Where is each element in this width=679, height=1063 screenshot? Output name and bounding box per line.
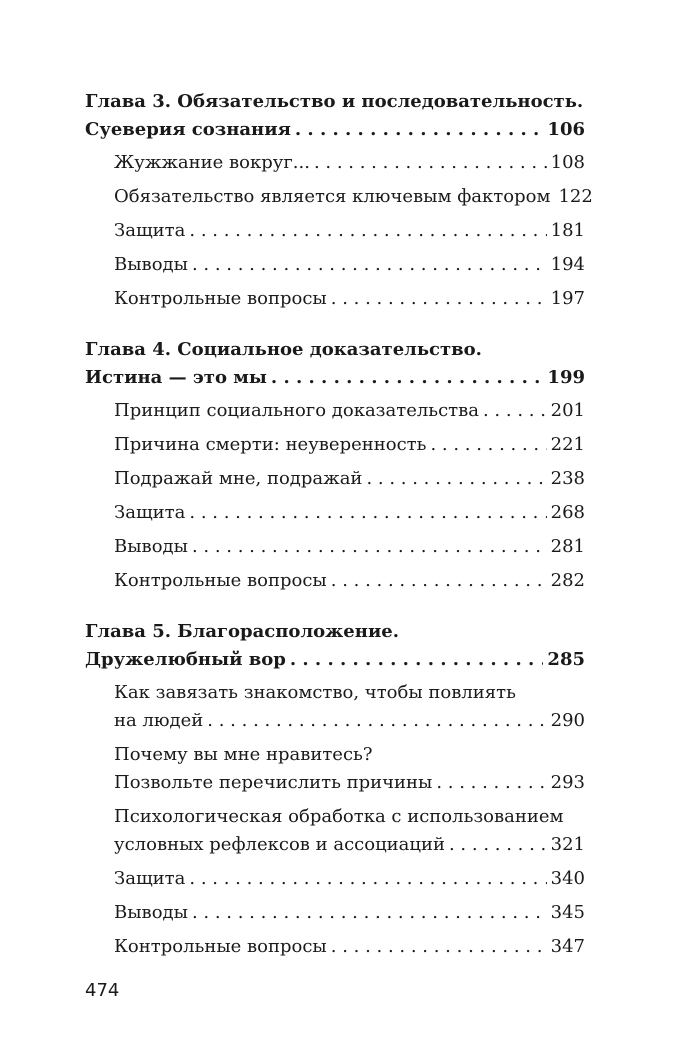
list-item: [114, 533, 585, 561]
list-item: [114, 397, 585, 425]
entry-page: 321: [550, 834, 585, 855]
list-item: [114, 741, 585, 797]
list-item: [114, 285, 585, 313]
entry-list: [85, 397, 585, 595]
dot-leader: [207, 707, 546, 735]
chapter-page: 285: [547, 649, 585, 670]
entry-label-line1: Как завязать знакомство, чтобы повлиять: [114, 682, 516, 703]
entry-row: [114, 831, 585, 859]
dot-leader: [192, 533, 547, 561]
chapter-heading: [85, 618, 585, 674]
dot-leader: [192, 251, 547, 279]
entry-page: 122: [558, 186, 593, 207]
chapter-page: 199: [547, 367, 585, 388]
chapter-page: 106: [547, 119, 585, 140]
list-item: [114, 679, 585, 735]
dot-leader: [189, 865, 546, 893]
chapter-title-line2: Истина — это мы: [85, 367, 267, 388]
dot-leader: [366, 465, 546, 493]
entry-list: [85, 679, 585, 961]
dot-leader: [483, 397, 547, 425]
list-item: [114, 431, 585, 459]
entry-label: Позвольте перечислить причины: [114, 772, 433, 793]
dot-leader: [430, 431, 546, 459]
dot-leader: [436, 769, 546, 797]
entry-page: 108: [550, 152, 585, 173]
dot-leader: [189, 499, 546, 527]
list-item: [114, 567, 585, 595]
entry-row: [114, 769, 585, 797]
list-item: [114, 149, 585, 177]
entry-page: 281: [550, 536, 585, 557]
entry-list: [85, 149, 593, 313]
entry-label: Защита: [114, 220, 186, 241]
entry-page: 282: [550, 570, 585, 591]
chapter-3: [85, 88, 593, 313]
chapter-4: [85, 336, 585, 595]
entry-page: 201: [550, 400, 585, 421]
list-item: [114, 865, 585, 893]
entry-page: 347: [550, 936, 585, 957]
chapter-title-row: [85, 646, 585, 674]
entry-label: на людей: [114, 710, 204, 731]
dot-leader: [331, 933, 547, 961]
entry-label: Выводы: [114, 254, 188, 275]
entry-label: Принцип социального доказательства: [114, 400, 479, 421]
entry-label: Подражай мне, подражай: [114, 468, 363, 489]
dot-leader: [189, 217, 546, 245]
chapter-title-line1: Глава 4. Социальное доказательство.: [85, 339, 482, 360]
entry-label: Причина смерти: неуверенность: [114, 434, 427, 455]
entry-label: Выводы: [114, 536, 188, 557]
chapter-title-line2: Суеверия сознания: [85, 119, 291, 140]
chapter-5: [85, 618, 585, 961]
chapter-title-line2: Дружелюбный вор: [85, 649, 286, 670]
dot-leader: [331, 567, 547, 595]
entry-label: Контрольные вопросы: [114, 936, 327, 957]
list-item: [114, 465, 585, 493]
list-item: [114, 499, 585, 527]
dot-leader: [449, 831, 547, 859]
entry-label: Жужжание вокруг...: [114, 152, 310, 173]
entry-page: 290: [550, 710, 585, 731]
entry-page: 293: [550, 772, 585, 793]
list-item: [114, 217, 585, 245]
entry-page: 197: [550, 288, 585, 309]
dot-leader: [290, 646, 544, 674]
table-of-contents: [85, 88, 593, 984]
dot-leader: [314, 149, 547, 177]
list-item: [114, 183, 593, 211]
entry-label: Обязательство является ключевым фактором: [114, 186, 551, 207]
entry-page: 238: [550, 468, 585, 489]
dot-leader: [271, 364, 544, 392]
chapter-title-line1: Глава 3. Обязательство и последовательность.: [85, 91, 584, 112]
list-item: [114, 251, 585, 279]
dot-leader: [331, 285, 547, 313]
entry-label: Контрольные вопросы: [114, 288, 327, 309]
list-item: [114, 933, 585, 961]
chapter-heading: [85, 88, 585, 144]
entry-page: 194: [550, 254, 585, 275]
entry-page: 268: [550, 502, 585, 523]
entry-page: 221: [550, 434, 585, 455]
entry-label: Защита: [114, 868, 186, 889]
chapter-heading: [85, 336, 585, 392]
entry-label: Выводы: [114, 902, 188, 923]
entry-label: Контрольные вопросы: [114, 570, 327, 591]
chapter-title-row: [85, 116, 585, 144]
dot-leader: [192, 899, 547, 927]
entry-page: 181: [550, 220, 585, 241]
list-item: [114, 899, 585, 927]
list-item: [114, 803, 585, 859]
entry-label: Защита: [114, 502, 186, 523]
chapter-title-row: [85, 364, 585, 392]
entry-label-line1: Психологическая обработка с использованием: [114, 806, 564, 827]
page-number: 474: [85, 980, 120, 1001]
entry-row: [114, 707, 585, 735]
entry-label-line1: Почему вы мне нравитесь?: [114, 744, 373, 765]
entry-page: 340: [550, 868, 585, 889]
entry-page: 345: [550, 902, 585, 923]
entry-label: условных рефлексов и ассоциаций: [114, 834, 445, 855]
chapter-title-line1: Глава 5. Благорасположение.: [85, 621, 400, 642]
dot-leader: [295, 116, 544, 144]
